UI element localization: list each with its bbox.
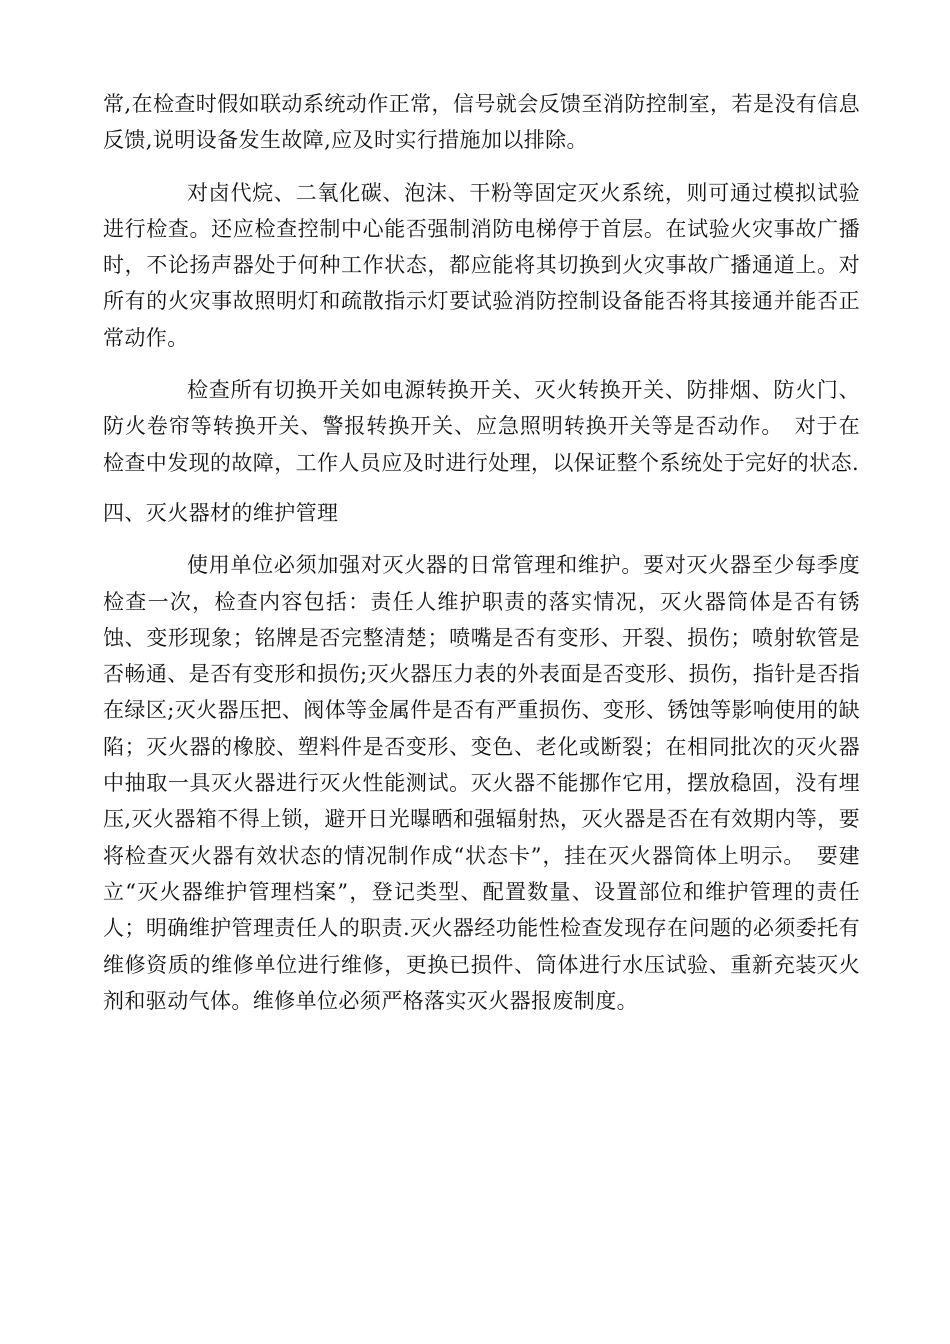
document-page	[103, 86, 860, 1019]
paragraph-continued: 常,在检查时假如联动系统动作正常，信号就会反馈至消防控制室，若是没有信息反馈,说明设备发生故障,应及时实行措施加以排除。	[103, 92, 860, 153]
paragraph-switch-inspection: 检查所有切换开关如电源转换开关、灭火转换开关、防排烟、防火门、防火卷帘等转换开关、警报转换开关、应急照明转换开关等是否动作。 对于在检查中发现的故障，工作人员应及时进行处理，以保证整个系统处于完好的状态.	[103, 378, 860, 475]
section-heading: 四、灭火器材的维护管理	[103, 500, 339, 525]
paragraph-fixed-extinguishing-systems: 对卤代烷、二氧化碳、泡沫、干粉等固定灭火系统，则可通过模拟试验进行检查。还应检查控制中心能否强制消防电梯停于首层。在试验火灾事故广播时，不论扬声器处于何种工作状态，都应能将其切换到火灾事故广播通道上。对所有的火灾事故照明灯和疏散指示灯要试验消防控制设备能否将其接通并能否正常动作。	[103, 180, 860, 350]
paragraph-extinguisher-maintenance: 使用单位必须加强对灭火器的日常管理和维护。要对灭火器至少每季度检查一次，检查内容包括：责任人维护职责的落实情况，灭火器筒体是否有锈蚀、变形现象；铭牌是否完整清楚；喷嘴是否有变形、开裂、损伤；喷射软管是否畅通、是否有变形和损伤;灭火器压力表的外表面是否变形、损伤，指针是否指在绿区;灭火器压把、阀体等金属件是否有严重损伤、变形、锈蚀等影响使用的缺陷；灭火器的橡胶、塑料件是否变形、变色、老化或断裂；在相同批次的灭火器中抽取一具灭火器进行灭火性能测试。灭火器不能挪作它用，摆放稳固，没有埋压,灭火器箱不得上锁，避开日光曝晒和强辐射热，灭火器是否在有效期内等，要将检查灭火器有效状态的情况制作成“状态卡”，挂在灭火器筒体上明示。 要建立“灭火器维护管理档案”，登记类型、配置数量、设置部位和维护管理的责任人；明确维护管理责任人的职责.灭火器经功能性检查发现存在问题的必须委托有维修资质的维修单位进行维修，更换已损件、筒体进行水压试验、重新充装灭火剂和驱动气体。维修单位必须严格落实灭火器报废制度。	[103, 553, 860, 1013]
